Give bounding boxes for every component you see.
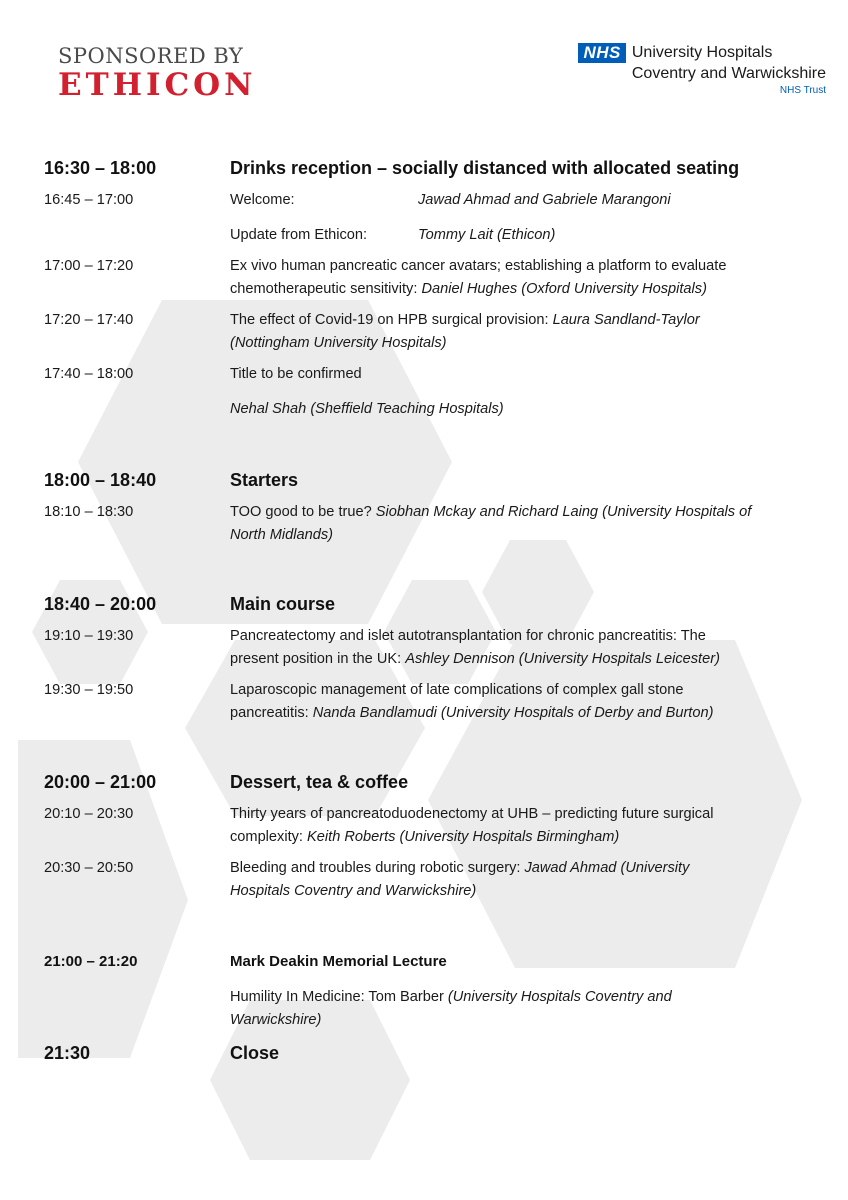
- section-starters: [44, 468, 834, 492]
- ethicon-wordmark: ETHICON: [58, 67, 257, 103]
- agenda-item-pancreatectomy: [44, 625, 834, 670]
- item-content: Thirty years of pancreatoduodenectomy at UHB – predicting future surgical complexity: Keith Roberts (University Hospitals Birmingham): [230, 806, 714, 845]
- section-drinks-reception: [44, 156, 834, 180]
- agenda-item-pancreatoduodenectomy: [44, 803, 834, 848]
- item-time: 16:45 – 17:00: [44, 192, 134, 208]
- item-content: Laparoscopic management of late complications of complex gall stone pancreatitis: Nanda Bandlamudi (University Hospitals of Derby and Burton): [230, 682, 714, 721]
- item-speaker: Nanda Bandlamudi (University Hospitals of Derby and Burton): [312, 704, 714, 721]
- item-speaker: Tommy Lait (Ethicon): [418, 226, 556, 243]
- item-speaker: Ashley Dennison (University Hospitals Leicester): [405, 650, 720, 667]
- section-close: [44, 1041, 834, 1065]
- agenda-item-cancer-avatars: [44, 255, 834, 300]
- agenda-item-welcome: [44, 189, 834, 212]
- item-content: Humility In Medicine: Tom Barber (University Hospitals Coventry and Warwickshire): [230, 989, 672, 1028]
- section-title: Mark Deakin Memorial Lecture: [230, 953, 447, 970]
- item-time: 17:40 – 18:00: [44, 366, 134, 382]
- sponsor-logo: [58, 44, 257, 102]
- item-speaker: Jawad Ahmad (University: [524, 860, 690, 876]
- trust-name: University Hospitals Coventry and Warwickshire: [631, 44, 826, 82]
- agenda-item-laparoscopic: [44, 679, 834, 724]
- item-speaker: Keith Roberts (University Hospitals Birmingham): [307, 828, 620, 845]
- item-time: 18:10 – 18:30: [44, 504, 134, 520]
- item-label: Welcome:: [230, 192, 295, 208]
- section-dessert: [44, 770, 834, 794]
- item-speaker: Daniel Hughes (Oxford University Hospitals): [421, 280, 707, 297]
- item-speaker: Laura Sandland-Taylor: [552, 312, 700, 328]
- item-speaker: Nehal Shah (Sheffield Teaching Hospitals): [230, 400, 504, 417]
- item-content: [230, 224, 834, 247]
- item-content: Ex vivo human pancreatic cancer avatars; establishing a platform to evaluate chemotherapeutic sensitivity: Daniel Hughes (Oxford University Hospitals): [230, 258, 727, 297]
- section-time: 20:00 – 21:00: [44, 772, 157, 792]
- item-content: [230, 189, 834, 212]
- nhs-trust-label: NHS Trust: [779, 85, 826, 96]
- item-content: The effect of Covid-19 on HPB surgical provision: Laura Sandland-Taylor (Nottingham University Hospitals): [230, 312, 700, 351]
- nhs-logo-badge: NHS: [578, 43, 625, 63]
- agenda-item-tbc: [44, 363, 834, 420]
- section-title: Main course: [230, 594, 336, 614]
- sponsor-prefix: SPONSORED BY: [58, 44, 244, 68]
- item-content: Title to be confirmed Nehal Shah (Sheffield Teaching Hospitals): [230, 366, 504, 417]
- section-title: Close: [230, 1043, 280, 1063]
- item-content: Bleeding and troubles during robotic surgery: Jawad Ahmad (University Hospitals Coventry and Warwickshire): [230, 860, 690, 899]
- section-time: 21:30: [44, 1043, 91, 1063]
- agenda-item-ethicon-update: [44, 224, 834, 247]
- section-title: Starters: [230, 470, 299, 490]
- section-memorial-lecture: [44, 950, 834, 974]
- item-time: 17:00 – 17:20: [44, 258, 134, 274]
- item-time: 17:20 – 17:40: [44, 312, 134, 328]
- item-time: 20:30 – 20:50: [44, 860, 134, 876]
- agenda: [44, 156, 834, 1065]
- item-time: 19:30 – 19:50: [44, 682, 134, 698]
- item-speaker: Jawad Ahmad and Gabriele Marangoni: [418, 192, 671, 208]
- section-title: Dessert, tea & coffee: [230, 772, 409, 792]
- section-time: 16:30 – 18:00: [44, 158, 157, 178]
- item-speaker: Siobhan Mckay and Richard Laing (University Hospitals of: [375, 504, 752, 520]
- agenda-item-robotic-surgery: [44, 857, 834, 902]
- agenda-item-humility: [44, 986, 834, 1031]
- agenda-item-covid-hpb: [44, 309, 834, 354]
- agenda-item-too-good: [44, 501, 834, 546]
- item-content: Pancreatectomy and islet autotransplantation for chronic pancreatitis: The present position in the UK: Ashley Dennison (University Hospitals Leicester): [230, 628, 720, 667]
- section-main-course: [44, 592, 834, 616]
- section-time: 18:40 – 20:00: [44, 594, 157, 614]
- item-speaker: (University Hospitals Coventry and: [447, 989, 672, 1005]
- section-time: 18:00 – 18:40: [44, 470, 157, 490]
- section-time: 21:00 – 21:20: [44, 953, 138, 970]
- nhs-trust-logo: [578, 42, 826, 96]
- section-title: Drinks reception – socially distanced with allocated seating: [230, 158, 740, 178]
- item-label: Update from Ethicon:: [230, 226, 368, 243]
- item-time: 19:10 – 19:30: [44, 628, 134, 644]
- item-time: 20:10 – 20:30: [44, 806, 134, 822]
- item-content: TOO good to be true? Siobhan Mckay and Richard Laing (University Hospitals of North Midlands): [230, 504, 752, 543]
